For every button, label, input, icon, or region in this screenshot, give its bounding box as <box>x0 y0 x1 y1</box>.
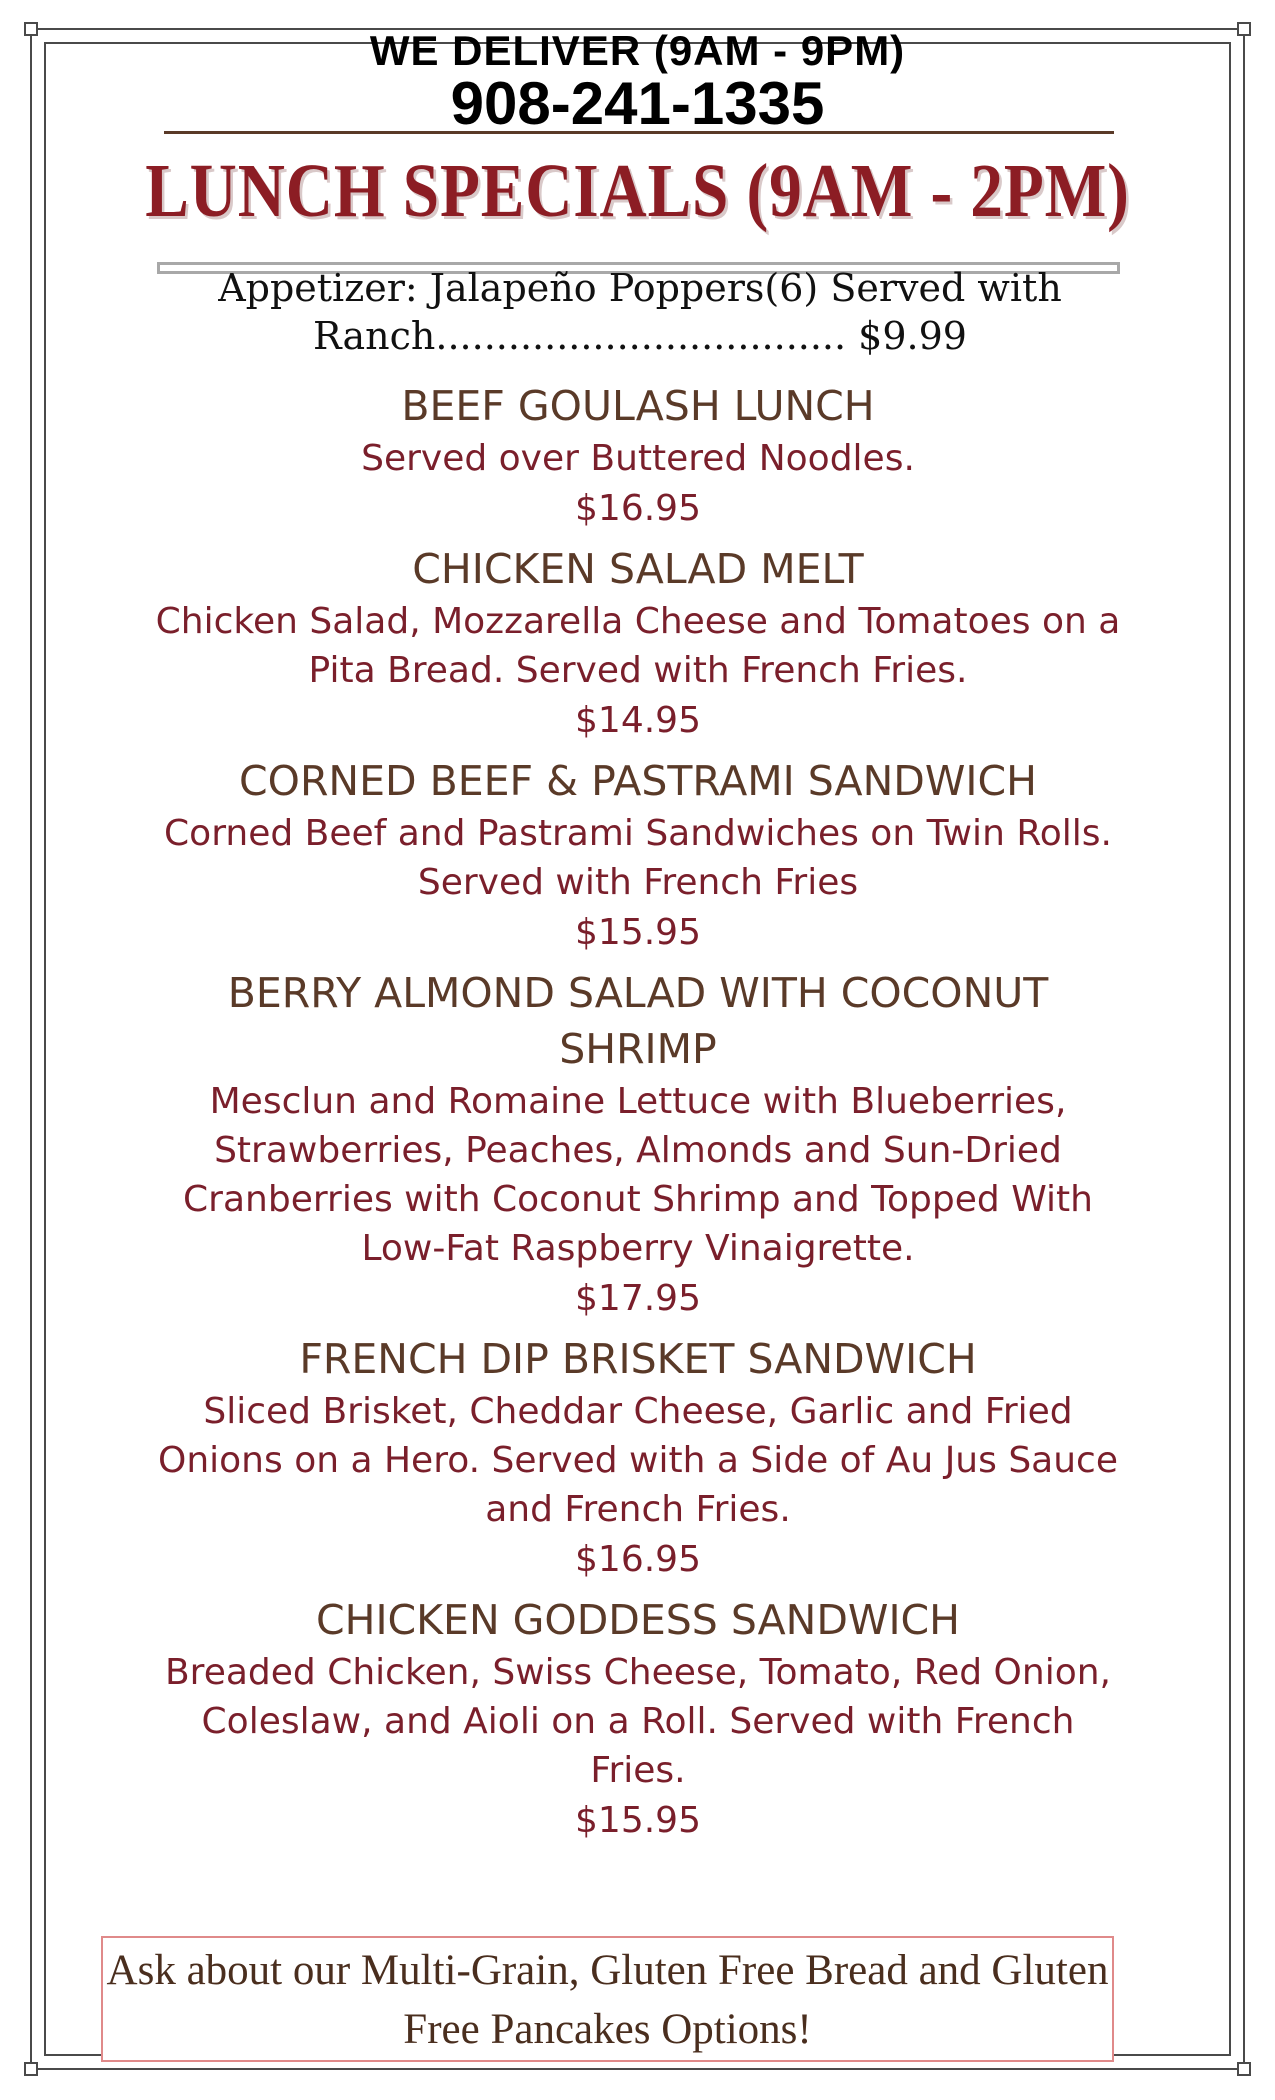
corner-ornament <box>24 2062 38 2076</box>
item-price: $15.95 <box>575 1800 701 1841</box>
item-name: BERRY ALMOND SALAD WITH COCONUT SHRIMP <box>227 969 1049 1073</box>
item-price: $14.95 <box>575 700 701 741</box>
item-description: Sliced Brisket, Cheddar Cheese, Garlic and Fried Onions on a Hero. Served with a Side of Au Jus Sauce and French Fries. <box>158 1391 1118 1530</box>
item-name: CORNED BEEF & PASTRAMI SANDWICH <box>239 757 1037 805</box>
item-description: Served over Buttered Noodles. <box>361 438 915 479</box>
header-rule <box>164 131 1114 134</box>
item-name: FRENCH DIP BRISKET SANDWICH <box>299 1335 977 1383</box>
menu-item <box>150 965 1126 1325</box>
item-price: $17.95 <box>575 1278 701 1319</box>
item-name: CHICKEN SALAD MELT <box>412 545 864 593</box>
appetizer-line: Appetizer: Jalapeño Poppers(6) Served with Ranch.................................. $9.99 <box>218 266 1062 358</box>
menu-item <box>150 1592 1126 1847</box>
item-price: $15.95 <box>575 912 701 953</box>
header <box>0 28 1275 136</box>
page-title: LUNCH SPECIALS (9AM - 2PM) <box>145 149 1130 233</box>
item-name: CHICKEN GODDESS SANDWICH <box>315 1596 960 1644</box>
menu-item <box>150 541 1126 747</box>
menu-list <box>150 378 1126 1853</box>
corner-ornament <box>1237 2062 1251 2076</box>
item-description: Corned Beef and Pastrami Sandwiches on Twin Rolls. Served with French Fries <box>164 813 1112 903</box>
delivery-hours: WE DELIVER (9AM - 9PM) <box>369 27 906 74</box>
item-description: Breaded Chicken, Swiss Cheese, Tomato, Red Onion, Coleslaw, and Aioli on a Roll. Served with French Fries. <box>164 1652 1111 1791</box>
menu-item <box>150 1331 1126 1586</box>
item-description: Mesclun and Romaine Lettuce with Blueberries, Strawberries, Peaches, Almonds and Sun-Dried Cranberries with Coconut Shrimp and Topped With Low-Fat Raspberry Vinaigrette. <box>183 1081 1093 1269</box>
menu-item <box>150 378 1126 535</box>
item-description: Chicken Salad, Mozzarella Cheese and Tomatoes on a Pita Bread. Served with French Fries. <box>155 601 1121 691</box>
item-price: $16.95 <box>575 1539 701 1580</box>
item-name: BEEF GOULASH LUNCH <box>401 382 875 430</box>
item-price: $16.95 <box>575 488 701 529</box>
gluten-free-promo: Ask about our Multi-Grain, Gluten Free Bread and Gluten Free Pancakes Options! <box>101 1936 1114 2062</box>
phone-number: 908-241-1335 <box>450 70 825 137</box>
menu-item <box>150 753 1126 959</box>
